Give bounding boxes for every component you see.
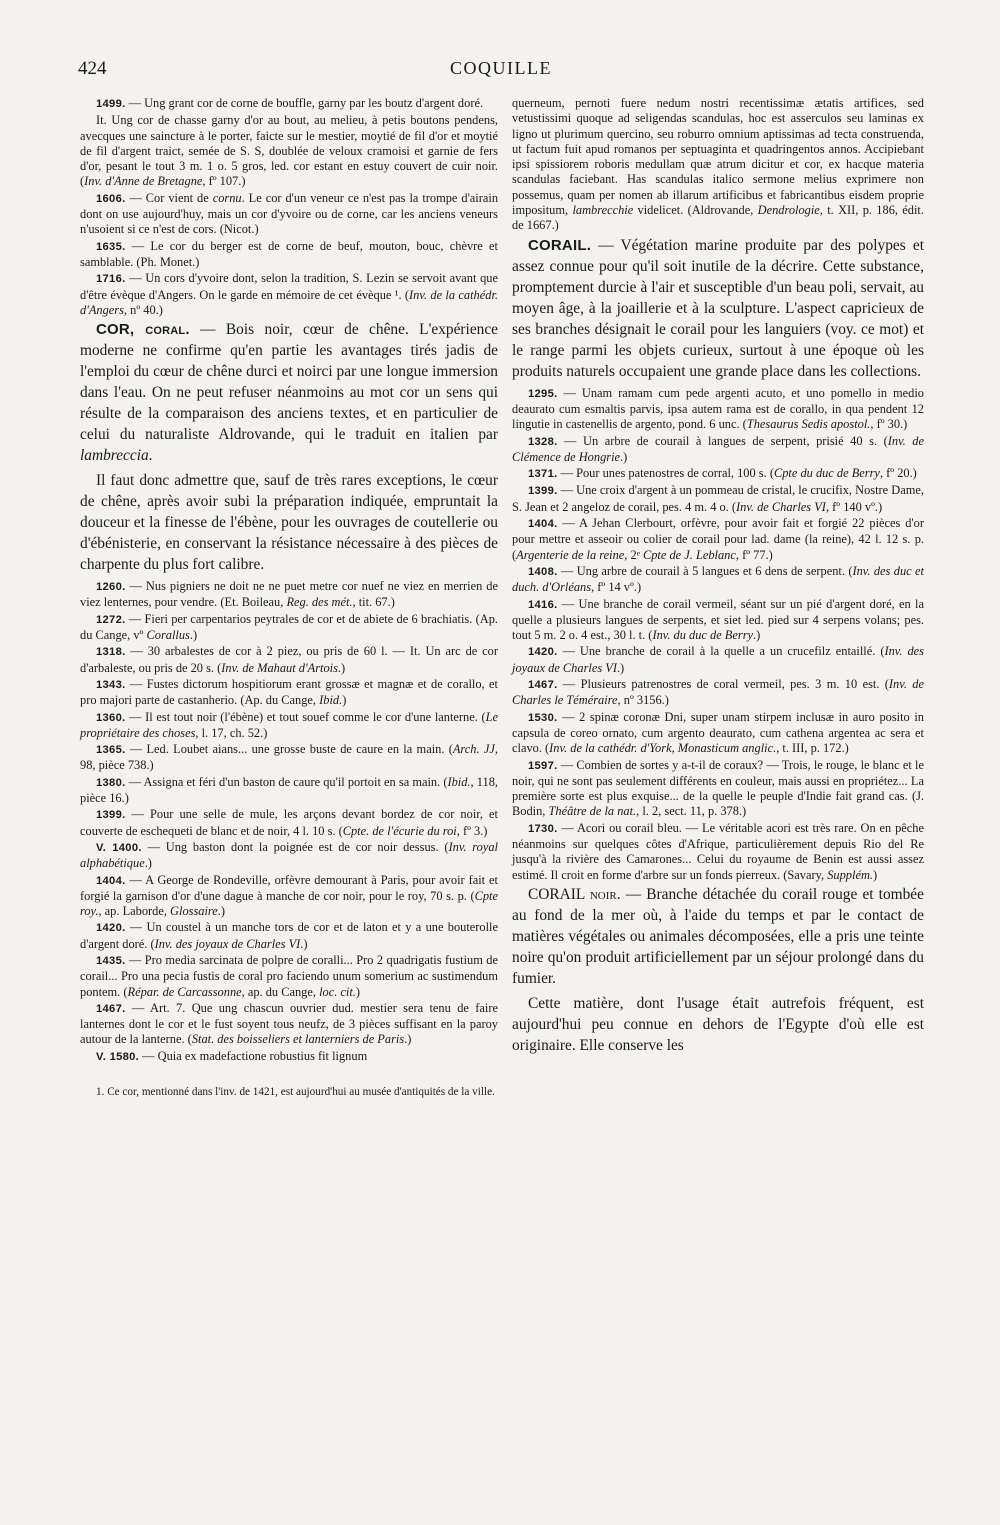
headword-corail-noir: CORAIL bbox=[528, 885, 590, 903]
entry-r1597: 1597. — Combien de sortes y a-t-il de coraux? — Trois, le rouge, le blanc et le noir, qui ne sont pas seulement différents en couleur, mais aussi en propriétez... La première sorte est plus exquise... de la quelle le peuple d'Indie fait grand cas. (J. Bodin, Théâtre de la nat., l. 2, sect. 11, p. 378.) bbox=[512, 757, 924, 819]
aldrovande-quote: querneum, pernoti fuere nedum nostri recentissimæ ætatis artifices, sed vetustissimi quoque ad seligendas scandulas, hoc est asserculos seu laminas ex ligno ut plurimum quercino, seu roburro omnium aptissimas ad tecta construenda, ut factum fuit apud romanos per septuaginta et quadringentos annos. Accipiebant ipsi spissiorem roboris medullam quæ atrum dicitur et cor, ex hacque materia scandulas faciebant. Has scandulas italico sermone melius exprimere non possemus, quam per nomen ab illarum artificibus et fabricantibus eisdem proprie impositum, lambrecchie videlicet. (Aldrovande, Dendrologie, t. XII, p. 186, édit. de 1667.) bbox=[512, 96, 924, 233]
entry-1435: 1435. — Pro media sarcinata de polpre de coralli... Pro 2 quadrigatis fustium de corail... Pro una pecia fustis de coral pro faciendo unum somerium ac sustimendum pontem. (Répar. de Carcassonne, ap. du Cange, loc. cit.) bbox=[80, 952, 498, 999]
entry-1467: 1467. — Art. 7. Que ung chascun ouvrier dud. mestier sera tenu de faire lanternes dont le cor et le fust soyent tous neufz, de 3 pièces suffisant en la paroy autour de la lanterne. (Stat. des boisseliers et lanterniers de Paris.) bbox=[80, 1000, 498, 1047]
entry-1380: 1380. — Assigna et féri d'un baston de caure qu'il portoit en sa main. (Ibid., 118, pièce 16.) bbox=[80, 774, 498, 806]
entry-r1408: 1408. — Ung arbre de courail à 5 langues et 6 dens de serpent. (Inv. des duc et duch. d'Orléans, fº 14 vº.) bbox=[512, 563, 924, 595]
headword-corail: CORAIL. bbox=[528, 236, 592, 254]
entry-1365: 1365. — Led. Loubet aians... une grosse buste de caure en la main. (Arch. JJ, 98, pièce 738.) bbox=[80, 742, 498, 773]
entry-r1295: 1295. — Unam ramam cum pede argenti acuto, et uno pomello in medio deaurato cum esmaltis parvis, ipsa autem rama est de corallo, in qua pendent 12 lingutie in castenellis de argento, pond. 6 unc. (Thesaurus Sedis apostol., fº 30.) bbox=[512, 385, 924, 432]
article-corail: CORAIL. — Végétation marine produite par des polypes et assez connue pour qu'il soit inutile de la décrire. Cette substance, promptement durcie à l'air et susceptible d'un beau poli, servait, au moyen âge, à la joaillerie et à la sculpture. L'aspect capricieux de ses branches désignait le corail pour les languiers (voy. ce mot) et le range parmi les objets curieux, surtout à une époque où les produits naturels occupaient une grande place dans les collections. bbox=[512, 236, 924, 380]
page-number: 424 bbox=[78, 58, 107, 79]
entry-1580: V. 1580. — Quia ex madefactione robustius fit lignum bbox=[96, 1048, 368, 1063]
entry-r1416: 1416. — Une branche de corail vermeil, séant sur un pié d'argent doré, en la quelle a plusieurs langues de serpents, et siet led. pied sur 4 serpens volans; pes. tout 5 m. 2 o. 4 est., 30 l. t. (Inv. du duc de Berry.) bbox=[512, 596, 924, 643]
article-cor: COR, coral. — Bois noir, cœur de chêne. L'expérience moderne ne confirme qu'en partie les avantages tirés jadis de l'emploi du cœur de chêne durci et noirci par une longue immersion dans l'eau. On ne peut refuser néanmoins au mot cor un sens qui résulte de la comparaison des anciens textes, et en particulier de celui du naturaliste Aldrovande, qui le traduit en italien par lambreccia. bbox=[80, 321, 499, 465]
headword-cor: COR, bbox=[96, 321, 146, 339]
entry-1404: 1404. — A George de Rondeville, orfèvre demourant à Paris, pour avoir fait et forgié la garnison d'or d'une dague à manche de cor noir, pour le roy, 70 s. p. (Cpte roy., ap. Laborde, Glossaire.) bbox=[80, 872, 498, 919]
article-corail-noir: CORAIL noir. — Branche détachée du corail rouge et tombée au fond de la mer où, à l'aide du temps et par le contact de matières végétales ou animales décomposées, elle a pris une teinte noire qu'on produit artificiellement par un séjour prolongé dans du fumier. bbox=[512, 885, 924, 987]
entry-1272: 1272. — Fieri per carpentarios peytrales de cor et de abiete de 6 brachiatis. (Ap. du Cange, vº Corallus.) bbox=[80, 611, 498, 643]
entry-1343: 1343. — Fustes dictorum hospitiorum erant grossæ et magnæ et de corallo, et pro majori parte de castanherio. (Ap. du Cange, Ibid.) bbox=[80, 676, 498, 708]
entry-1499-it: It. Ung cor de chasse garny d'or au bout, au melieu, à petis boutons pendens, avecques une saincture à le porter, faicte sur le mestier, moytié de fil d'or et moytié de fil d'argent traict, semée de S. S, doublée de veloux cramoisi et garnie de fers d'or, pesant le tout 3 m. 1 o. 5 gros, led. cor estant en estuy couvert de cuir noir. (Inv. d'Anne de Bretagne, fº 107.) bbox=[80, 113, 498, 189]
entry-r1399: 1399. — Une croix d'argent à un pommeau de cristal, le crucifix, Nostre Dame, S. Jean et 2 angeloz de corail, pes. 4 m. 4 o. (Inv. de Charles VI, fº 140 vº.) bbox=[512, 483, 924, 514]
footnote: 1. Ce cor, mentionné dans l'inv. de 1421, est aujourd'hui au musée d'antiquités de la ville. bbox=[96, 1086, 495, 1099]
entry-r1730: 1730. — Acori ou corail bleu. — Le véritable acori est très rare. On en pêche néanmoins sur quelques côtes d'Afrique, particulièrement depuis Rio del Re jusqu'à la rivière des Camarones... Celui du royaume de Benin est aussi assez estimé. Il croit en forme d'arbre sur un fonds pierreux. (Savary, Supplém.) bbox=[512, 820, 924, 882]
running-head: COQUILLE bbox=[450, 58, 552, 78]
entry-1716: 1716. — Un cors d'yvoire dont, selon la tradition, S. Lezin se servoit avant que d'être évèque d'Angers. On le garde en mémoire de cet évèque ¹. (Inv. de la cathédr. d'Angers, nº 40.) bbox=[80, 271, 498, 317]
entry-r1404: 1404. — A Jehan Clerbourt, orfèvre, pour avoir fait et forgié 22 pièces d'or pour mettre et asseoir ou colier de corail pour lad. dame (la reine), 42 l. 12 s. p. (Argenterie de la reine, 2ᵉ Cpte de J. Leblanc, fº 77.) bbox=[512, 516, 924, 562]
entry-1318: 1318. — 30 arbalestes de cor à 2 piez, ou pris de 60 l. — It. Un arc de cor d'arbaleste, ou pris de 20 s. (Inv. de Mahaut d'Artois.) bbox=[80, 644, 498, 675]
entry-r1467: 1467. — Plusieurs patrenostres de coral vermeil, pes. 3 m. 10 est. (Inv. de Charles le Téméraire, nº 3156.) bbox=[512, 677, 924, 708]
entry-r1371: 1371. — Pour unes patenostres de corral, 100 s. (Cpte du duc de Berry, fº 20.) bbox=[528, 466, 917, 481]
entry-1399: 1399. — Pour une selle de mule, les arçons devant bordez de cor noir, et couverte de eschequeti de blanc et de noir, 4 l. 10 s. (Cpte. de l'écurie du roi, fº 3.) bbox=[80, 807, 498, 838]
page-header bbox=[78, 58, 924, 86]
entry-r1530: 1530. — 2 spinæ coronæ Dni, super unam stirpem inclusæ in auro posito in capsula de coreo ornato, cum argento deaurato, cum cathena argentea ac sera et clavo. (Inv. de la cathédr. d'York, Monasticum anglic., t. III, p. 172.) bbox=[512, 709, 924, 756]
article-corail-noir-p2: Cette matière, dont l'usage était autrefois fréquent, est aujourd'hui peu connue en dehors de l'Egypte d'où elle est originaire. Elle conserve les bbox=[512, 994, 924, 1054]
entry-1400: V. 1400. — Ung baston dont la poignée est de cor noir dessus. (Inv. royal alphabétique.) bbox=[80, 839, 498, 871]
entry-1360: 1360. — Il est tout noir (l'ébène) et tout souef comme le cor d'une lanterne. (Le propriétaire des choses, l. 17, ch. 52.) bbox=[80, 709, 498, 740]
right-column bbox=[512, 96, 924, 1060]
entry-1260: 1260. — Nus pigniers ne doit ne ne puet metre cor nuef ne viez en merrien de viez lenternes, pour vendre. (Et. Boileau, Reg. des mét., tit. 67.) bbox=[80, 579, 498, 610]
article-cor-p2: Il faut donc admettre que, sauf de très rares exceptions, le cœur de chêne, après avoir subi la préparation indiquée, empruntait la douceur et la finesse de l'ébène, pour les ouvrages de coutellerie ou d'ébénisterie, en conservant la résistance nécessaire à des pièces de charpente du plus fort calibre. bbox=[80, 472, 498, 574]
entry-1606: 1606. — Cor vient de cornu. Le cor d'un veneur ce n'est pas la trompe d'airain dont on use aujourd'huy, mais un cor d'yvoire ou de corne, car les anciens veneurs n'usoient si ce n'est de cors. (Nicot.) bbox=[80, 190, 499, 237]
entry-1420: 1420. — Un coustel à un manche tors de cor et de laton et y a une bouterolle d'argent doré. (Inv. des joyaux de Charles VI.) bbox=[80, 920, 498, 951]
entry-r1328: 1328. — Un arbre de courail à langues de serpent, prisié 40 s. (Inv. de Clémence de Hongrie.) bbox=[512, 433, 925, 464]
entry-1499: 1499. — Ung grant cor de corne de bouffle, garny par les boutz d'argent doré. bbox=[96, 96, 484, 110]
entry-r1420: 1420. — Une branche de corail à la quelle a un crucefilz entaillé. (Inv. des joyaux de Charles VI.) bbox=[512, 644, 924, 675]
entry-1635: 1635. — Le cor du berger est de corne de beuf, mouton, bouc, chèvre et samblable. (Ph. Monet.) bbox=[80, 238, 498, 269]
left-column bbox=[80, 96, 498, 1099]
